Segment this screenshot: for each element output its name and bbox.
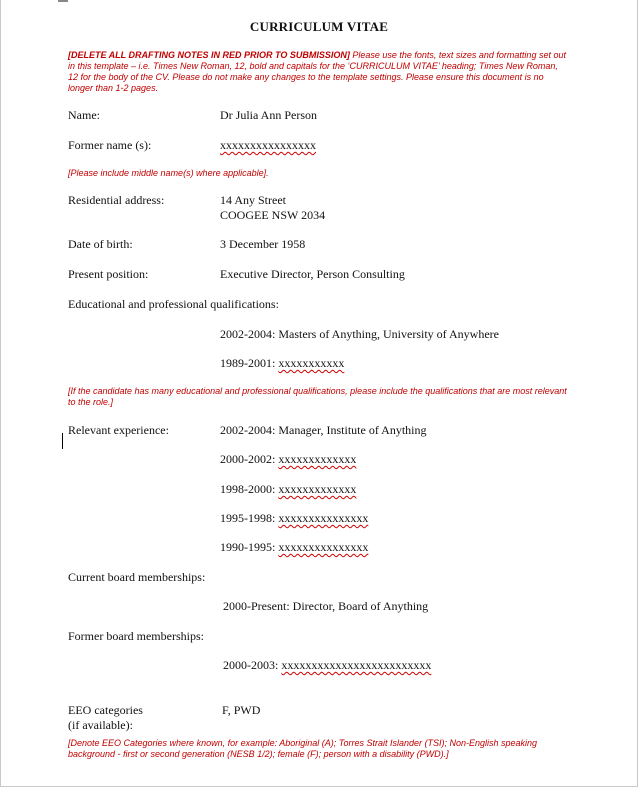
name-value[interactable]: Dr Julia Ann Person — [220, 108, 317, 122]
position-label[interactable]: Present position: — [68, 267, 149, 281]
document-title[interactable]: CURRICULUM VITAE — [249, 19, 389, 34]
qualification-2[interactable] — [220, 356, 344, 371]
current-board-value[interactable]: 2000-Present: Director, Board of Anything — [223, 599, 429, 613]
experience-2-years: 2000-2002: — [220, 452, 279, 466]
former-board-years: 2000-2003: — [223, 658, 282, 672]
experience-4[interactable] — [220, 511, 368, 526]
former-name-value[interactable]: xxxxxxxxxxxxxxxx — [220, 138, 316, 152]
eeo-note[interactable]: [Denote EEO Categories where known, for example: Aboriginal (A); Torres Strait Islander (TSI); Non-English speaking background - first or second generation (NESB 1/2); female (F); person with a disability (PWD).] — [68, 738, 538, 759]
experience-5[interactable] — [220, 540, 368, 555]
position-value[interactable]: Executive Director, Person Consulting — [220, 267, 405, 281]
former-board-label[interactable]: Former board memberships: — [68, 629, 204, 643]
address-line-2[interactable]: COOGEE NSW 2034 — [220, 208, 326, 222]
qualifications-note[interactable]: [If the candidate has many educational and professional qualifications, please include the qualifications that are most relevant to the role.] — [68, 386, 567, 407]
qualification-1[interactable]: 2002-2004: Masters of Anything, University of Anywhere — [220, 327, 499, 341]
experience-5-years: 1990-1995: — [220, 540, 279, 554]
experience-2[interactable] — [220, 452, 356, 467]
qualification-2-placeholder: xxxxxxxxxxx — [278, 356, 345, 370]
experience-3-placeholder: xxxxxxxxxxxxx — [278, 482, 357, 496]
eeo-label-line-1[interactable]: EEO categories — [68, 703, 143, 717]
drafting-note-text: Please use the fonts, text sizes and formatting set out in this template – i.e. Times New Roman, 12, bold and capitals for the ‘CURRICULUM VITAE’ heading; Times New Roman, 12 for the body of the CV. Please do not make any changes to the template settings. Please ensure this document is no longer than 1-2 pages. — [68, 50, 566, 93]
experience-3-years: 1998-2000: — [220, 482, 279, 496]
qualification-2-years: 1989-2001: — [220, 356, 279, 370]
address-label[interactable]: Residential address: — [68, 193, 165, 207]
dob-label[interactable]: Date of birth: — [68, 237, 133, 251]
text-cursor — [62, 433, 63, 449]
page-corner-mark — [58, 0, 68, 2]
eeo-value[interactable]: F, PWD — [222, 703, 261, 717]
experience-1[interactable]: 2002-2004: Manager, Institute of Anything — [220, 423, 427, 437]
eeo-label-line-2[interactable]: (if available): — [68, 718, 133, 732]
dob-value[interactable]: 3 December 1958 — [220, 237, 306, 251]
middle-name-note[interactable]: [Please include middle name(s) where applicable]. — [68, 168, 269, 178]
former-name-label[interactable]: Former name (s): — [68, 138, 152, 152]
qualifications-label[interactable]: Educational and professional qualifications: — [68, 297, 279, 311]
address-line-1[interactable]: 14 Any Street — [220, 193, 286, 207]
experience-label[interactable]: Relevant experience: — [68, 423, 169, 437]
drafting-note[interactable] — [68, 50, 568, 94]
experience-5-placeholder: xxxxxxxxxxxxxxx — [278, 540, 369, 554]
name-label[interactable]: Name: — [68, 108, 100, 122]
former-board-value[interactable] — [223, 658, 431, 673]
current-board-label[interactable]: Current board memberships: — [68, 570, 206, 584]
former-board-placeholder: xxxxxxxxxxxxxxxxxxxxxxxxx — [281, 658, 432, 672]
experience-4-years: 1995-1998: — [220, 511, 279, 525]
experience-3[interactable] — [220, 482, 356, 497]
experience-2-placeholder: xxxxxxxxxxxxx — [278, 452, 357, 466]
experience-4-placeholder: xxxxxxxxxxxxxxx — [278, 511, 369, 525]
drafting-note-bold: [DELETE ALL DRAFTING NOTES IN RED PRIOR TO SUBMISSION] — [68, 50, 350, 60]
